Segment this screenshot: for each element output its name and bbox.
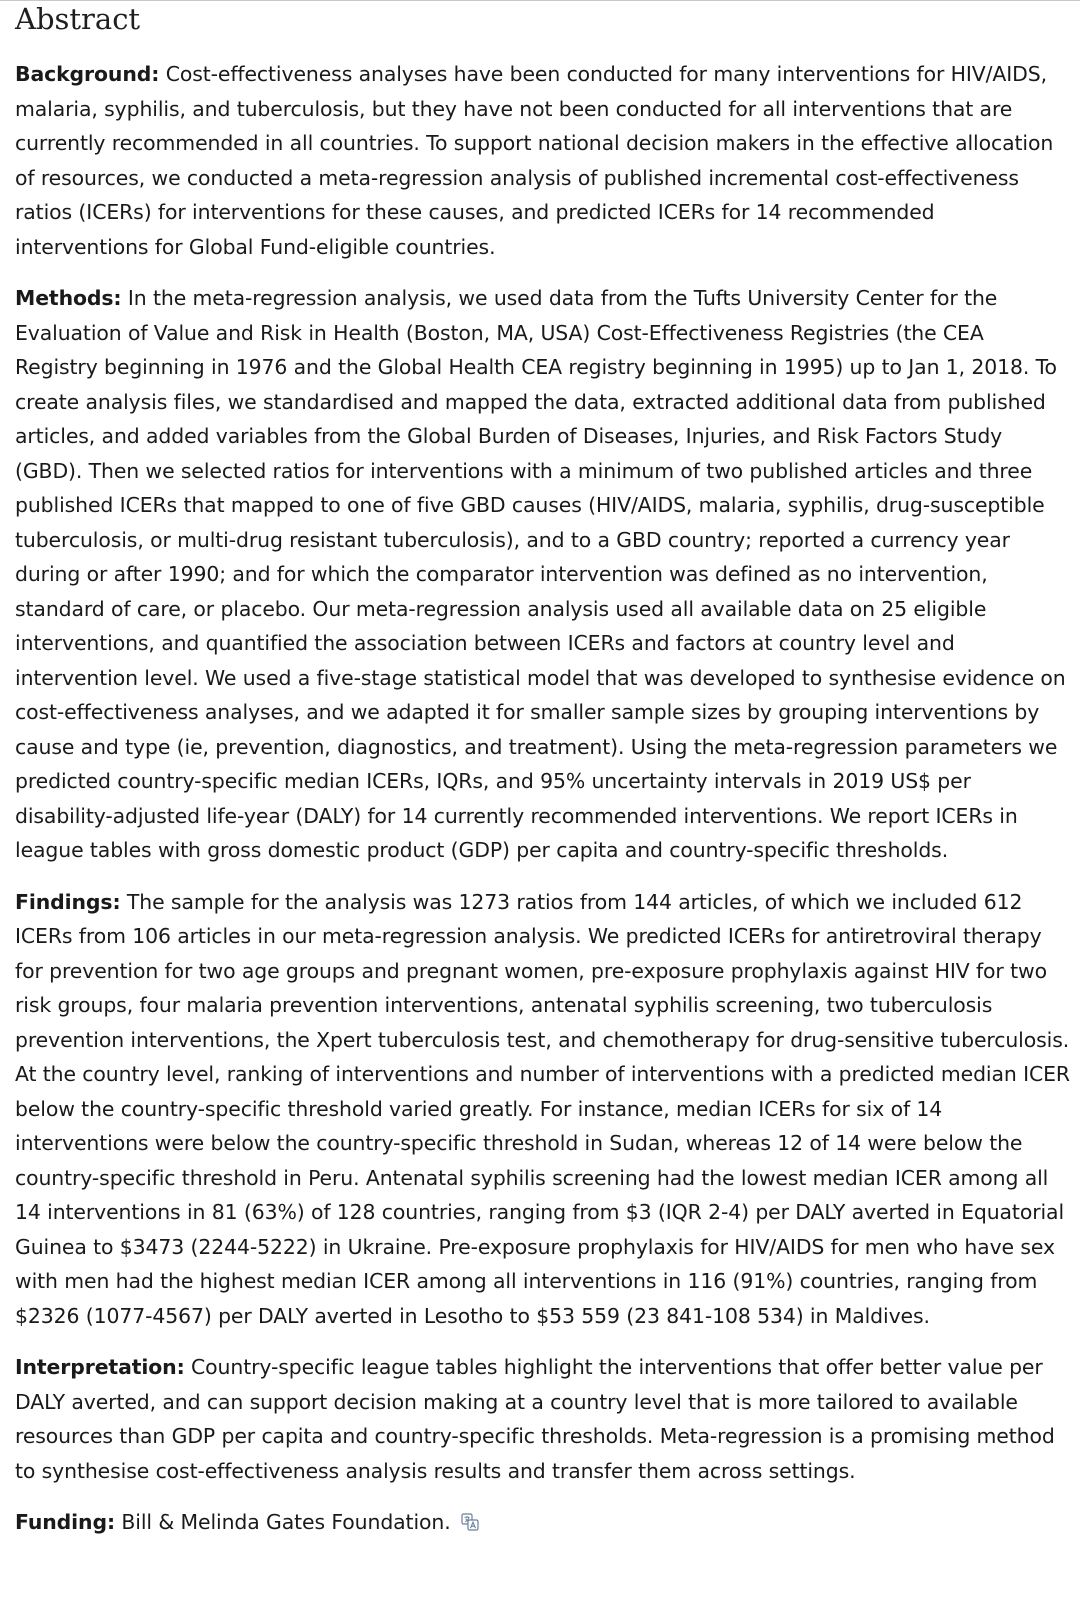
methods-paragraph bbox=[15, 281, 1071, 868]
findings-text: The sample for the analysis was 1273 ratios from 144 articles, of which we included 612 ICERs from 106 articles in our meta-regression analysis. We predicted ICERs for antiretroviral therapy for prevention for two age groups and pregnant women, pre-exposure prophylaxis against HIV for two risk groups, four malaria prevention interventions, antenatal syphilis screening, two tuberculosis prevention interventions, the Xpert tuberculosis test, and chemotherapy for drug-sensitive tuberculosis. At the country level, ranking of interventions and number of interventions with a predicted median ICER below the country-specific threshold varied greatly. For instance, median ICERs for six of 14 interventions were below the country-specific threshold in Sudan, whereas 12 of 14 were below the country-specific threshold in Peru. Antenatal syphilis screening had the lowest median ICER among all 14 interventions in 81 (63%) of 128 countries, ranging from $3 (IQR 2-4) per DALY averted in Equatorial Guinea to $3473 (2244-5222) in Ukraine. Pre-exposure prophylaxis for HIV/AIDS for men who have sex with men had the highest median ICER among all interventions in 116 (91%) countries, ranging from $2326 (1077-4567) per DALY averted in Lesotho to $53 559 (23 841-108 534) in Maldives. bbox=[15, 889, 1070, 1328]
interpretation-label: Interpretation: bbox=[15, 1355, 185, 1379]
methods-label: Methods: bbox=[15, 286, 122, 310]
interpretation-paragraph bbox=[15, 1350, 1071, 1488]
findings-label: Findings: bbox=[15, 889, 121, 914]
translate-icon[interactable] bbox=[461, 1507, 479, 1525]
methods-text: In the meta-regression analysis, we used data from the Tufts University Center for the Evaluation of Value and Risk in Health (Boston, MA, USA) Cost-Effectiveness Registries (the CEA Registry beginning in 1976 and the Global Health CEA registry beginning in 1995) up to Jan 1, 2018. To create analysis files, we standardised and mapped the data, extracted additional data from published articles, and added variables from the Global Burden of Diseases, Injuries, and Risk Factors Study (GBD). Then we selected ratios for interventions with a minimum of two published articles and three published ICERs that mapped to one of five GBD causes (HIV/AIDS, malaria, syphilis, drug-susceptible tuberculosis, or multi-drug resistant tuberculosis), and to a GBD country; reported a currency year during or after 1990; and for which the comparator intervention was defined as no intervention, standard of care, or placebo. Our meta-regression analysis used all available data on 25 eligible interventions, and quantified the association between ICERs and factors at country level and intervention level. We used a five-stage statistical model that was developed to synthesise evidence on cost-effectiveness analyses, and we adapted it for smaller sample sizes by grouping interventions by cause and type (ie, prevention, diagnostics, and treatment). Using the meta-regression parameters we predicted country-specific median ICERs, IQRs, and 95% uncertainty intervals in 2019 US$ per disability-adjusted life-year (DALY) for 14 currently recommended interventions. We report ICERs in league tables with gross domestic product (GDP) per capita and country-specific thresholds. bbox=[15, 286, 1066, 862]
findings-paragraph bbox=[15, 885, 1071, 1334]
funding-label: Funding: bbox=[15, 1510, 115, 1534]
background-label: Background: bbox=[15, 62, 160, 86]
background-text: Cost-effectiveness analyses have been conducted for many interventions for HIV/AIDS, malaria, syphilis, and tuberculosis, but they have not been conducted for all interventions that are currently recommended in all countries. To support national decision makers in the effective allocation of resources, we conducted a meta-regression analysis of published incremental cost-effectiveness ratios (ICERs) for interventions for these causes, and predicted ICERs for 14 recommended interventions for Global Fund-eligible countries. bbox=[15, 62, 1054, 259]
background-paragraph bbox=[15, 57, 1071, 264]
interpretation-text: Country-specific league tables highlight the interventions that offer better value per DALY averted, and can support decision making at a country level that is more tailored to available resources than GDP per capita and country-specific thresholds. Meta-regression is a promising method to synthesise cost-effectiveness analysis results and transfer them across settings. bbox=[15, 1355, 1055, 1483]
abstract-heading: Abstract bbox=[15, 2, 141, 36]
abstract-container bbox=[15, 1, 1071, 1557]
funding-paragraph bbox=[15, 1505, 1071, 1540]
funding-text: Bill & Melinda Gates Foundation. bbox=[121, 1510, 451, 1534]
